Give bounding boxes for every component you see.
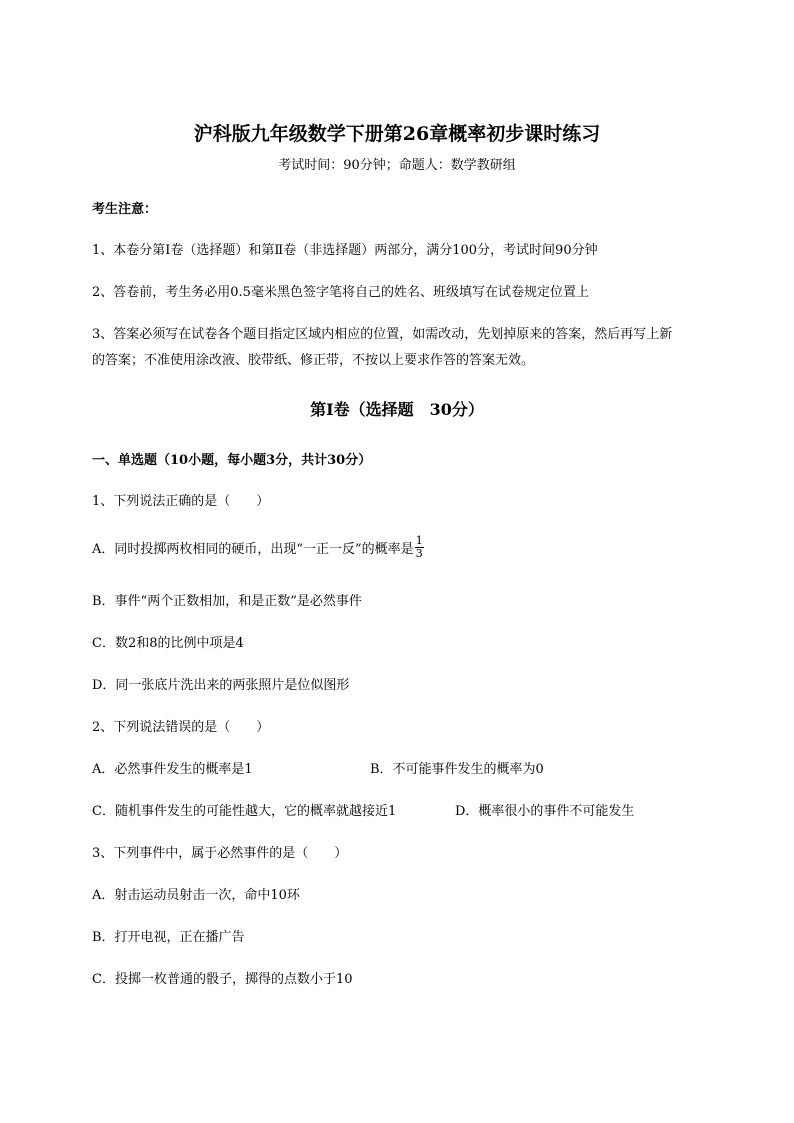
option-a-text: A．同时投掷两枚相同的硬币，出现“一正一反”的概率是 xyxy=(92,542,414,557)
notice-heading: 考生注意： xyxy=(92,202,158,217)
option-d: D．同一张底片洗出来的两张照片是位似图形 xyxy=(92,678,350,693)
notice-item: 2、答卷前，考生务必用0.5毫米黑色签字笔将自己的姓名、班级填写在试卷规定位置上 xyxy=(92,285,589,300)
option-a: A．射击运动员射击一次，命中10环 xyxy=(92,888,300,903)
fraction-numerator: 1 xyxy=(415,534,423,547)
option-a xyxy=(92,534,424,562)
notice-item: 的答案；不准使用涂改液、胶带纸、修正带，不按以上要求作答的答案无效。 xyxy=(92,353,535,368)
notice-item: 3、答案必须写在试卷各个题目指定区域内相应的位置，如需改动，先划掉原来的答案，然后再写上新 xyxy=(92,327,673,342)
section-title: 第I卷（选择题 30分） xyxy=(310,400,484,419)
exam-info: 考试时间：90分钟；命题人：数学教研组 xyxy=(278,158,516,173)
question-stem: 1、下列说法正确的是（ ） xyxy=(92,494,270,509)
option-b: B．不可能事件发生的概率为0 xyxy=(370,762,544,777)
page-title: 沪科版九年级数学下册第26章概率初步课时练习 xyxy=(193,123,601,145)
notice-item: 1、本卷分第I卷（选择题）和第Ⅱ卷（非选择题）两部分，满分100分，考试时间90分钟 xyxy=(92,243,598,258)
option-a: A．必然事件发生的概率是1 xyxy=(92,762,253,777)
fraction xyxy=(415,535,424,560)
option-c: C．随机事件发生的可能性越大，它的概率就越接近1 xyxy=(92,804,397,819)
option-c: C．投掷一枚普通的骰子，掷得的点数小于10 xyxy=(92,972,353,987)
option-c: C．数2和8的比例中项是4 xyxy=(92,636,244,651)
option-b: B．事件“两个正数相加，和是正数”是必然事件 xyxy=(92,594,362,609)
option-d: D．概率很小的事件不可能发生 xyxy=(455,804,635,819)
part-heading: 一、单选题（10小题，每小题3分，共计30分） xyxy=(92,453,372,468)
question-stem: 3、下列事件中，属于必然事件的是（ ） xyxy=(92,846,348,861)
option-b: B．打开电视，正在播广告 xyxy=(92,930,245,945)
question-stem: 2、下列说法错误的是（ ） xyxy=(92,720,270,735)
fraction-denominator: 3 xyxy=(415,547,423,560)
